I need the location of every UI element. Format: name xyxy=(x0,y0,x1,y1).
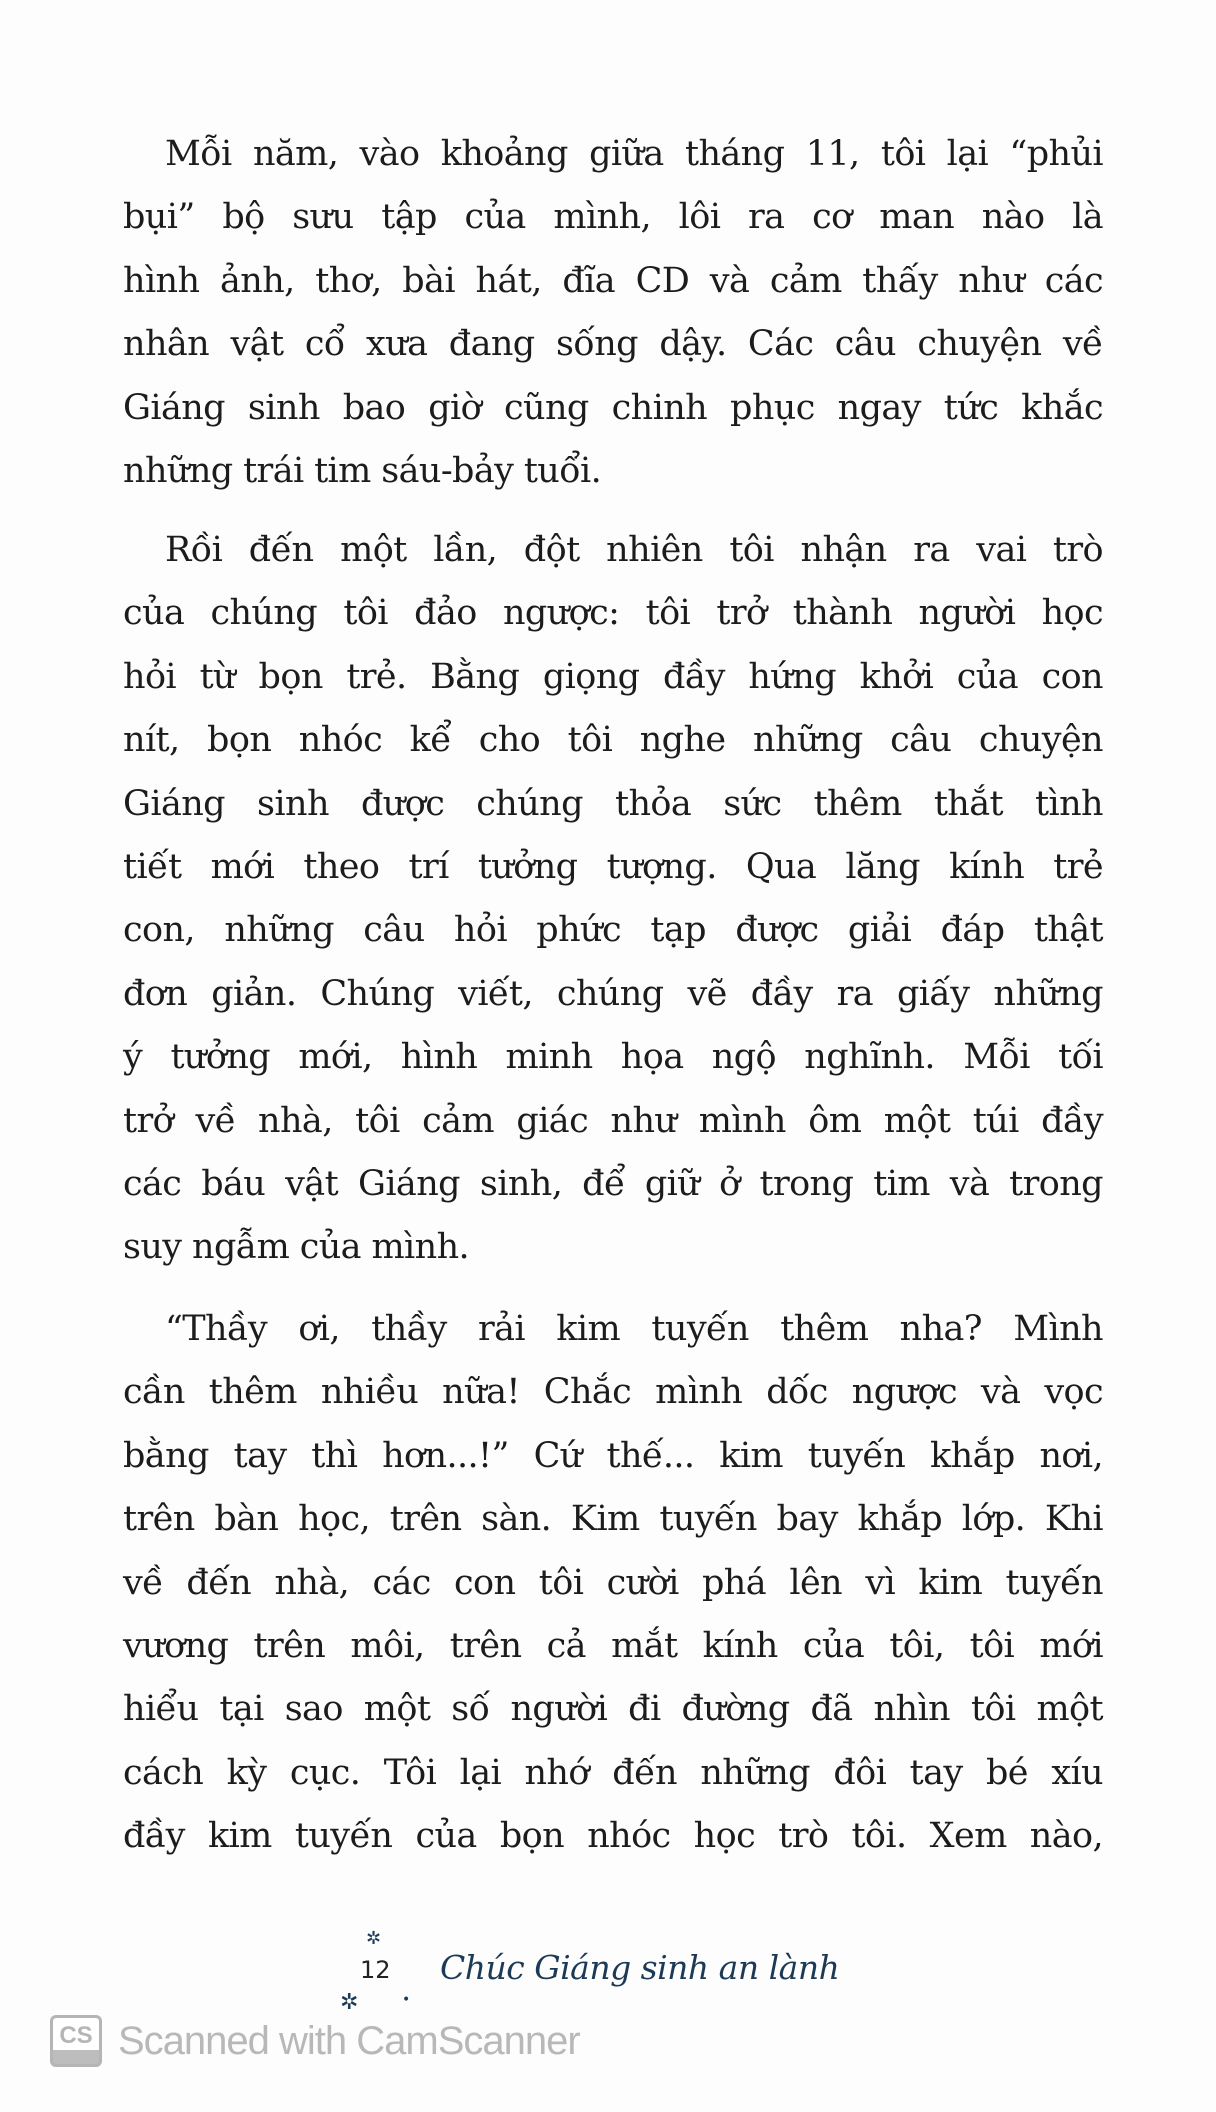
text-line: của chúng tôi đảo ngược: tôi trở thành người học xyxy=(123,593,1103,634)
text-line: Mỗi năm, vào khoảng giữa tháng 11, tôi lại “phủi xyxy=(165,134,1103,174)
watermark-text: Scanned with CamScanner xyxy=(118,2018,580,2063)
camscanner-watermark xyxy=(50,2015,580,2067)
page-number: 12 xyxy=(360,1956,391,1984)
text-line: Giáng sinh bao giờ cũng chinh phục ngay tức khắc xyxy=(123,387,1103,428)
text-line: trở về nhà, tôi cảm giác như mình ôm một túi đầy xyxy=(123,1100,1103,1141)
text-line: ý tưởng mới, hình minh họa ngộ nghĩnh. Mỗi tối xyxy=(123,1037,1103,1078)
text-line: vương trên môi, trên cả mắt kính của tôi, tôi mới xyxy=(123,1626,1103,1666)
snowflake-icon: ✲ xyxy=(340,1990,359,2015)
text-line: Rồi đến một lần, đột nhiên tôi nhận ra vai trò xyxy=(165,530,1103,570)
text-line: hỏi từ bọn trẻ. Bằng giọng đầy hứng khởi của con xyxy=(123,656,1103,697)
text-line: bằng tay thì hơn...!” Cứ thế... kim tuyến khắp nơi, xyxy=(123,1435,1103,1476)
text-line: cách kỳ cục. Tôi lại nhớ đến những đôi tay bé xíu xyxy=(123,1752,1103,1793)
text-line: hiểu tại sao một số người đi đường đã nhìn tôi một xyxy=(123,1689,1103,1730)
camscanner-logo-icon xyxy=(50,2015,102,2067)
text-line: tiết mới theo trí tưởng tượng. Qua lăng kính trẻ xyxy=(123,847,1103,887)
text-line: về đến nhà, các con tôi cười phá lên vì kim tuyến xyxy=(123,1562,1103,1603)
dot-icon: • xyxy=(402,1992,411,2008)
text-line: Giáng sinh được chúng thỏa sức thêm thắt tình xyxy=(123,783,1103,824)
text-line: trên bàn học, trên sàn. Kim tuyến bay khắp lớp. Khi xyxy=(123,1499,1103,1540)
text-line: hình ảnh, thơ, bài hát, đĩa CD và cảm thấy như các xyxy=(123,260,1103,301)
text-line: bụi” bộ sưu tập của mình, lôi ra cơ man nào là xyxy=(123,197,1103,238)
text-line: con, những câu hỏi phức tạp được giải đáp thật xyxy=(123,910,1103,951)
text-line: suy ngẫm của mình. xyxy=(123,1227,470,1268)
snowflake-icon: ✲ xyxy=(366,1928,382,1949)
text-line: những trái tim sáu-bảy tuổi. xyxy=(123,451,602,491)
text-line: các báu vật Giáng sinh, để giữ ở trong tim và trong xyxy=(123,1164,1103,1204)
text-line: nhân vật cổ xưa đang sống dậy. Các câu chuyện về xyxy=(123,324,1103,365)
logo-text: CS xyxy=(59,2022,93,2049)
text-line: “Thầy ơi, thầy rải kim tuyến thêm nha? Mình xyxy=(165,1309,1103,1349)
text-line: nít, bọn nhóc kể cho tôi nghe những câu chuyện xyxy=(123,720,1103,761)
text-line: đầy kim tuyến của bọn nhóc học trò tôi. Xem nào, xyxy=(123,1816,1103,1857)
text-line: đơn giản. Chúng viết, chúng vẽ đầy ra giấy những xyxy=(123,973,1103,1014)
text-line: cần thêm nhiều nữa! Chắc mình dốc ngược và vọc xyxy=(123,1372,1103,1413)
running-footer-title: Chúc Giáng sinh an lành xyxy=(440,1948,840,1987)
